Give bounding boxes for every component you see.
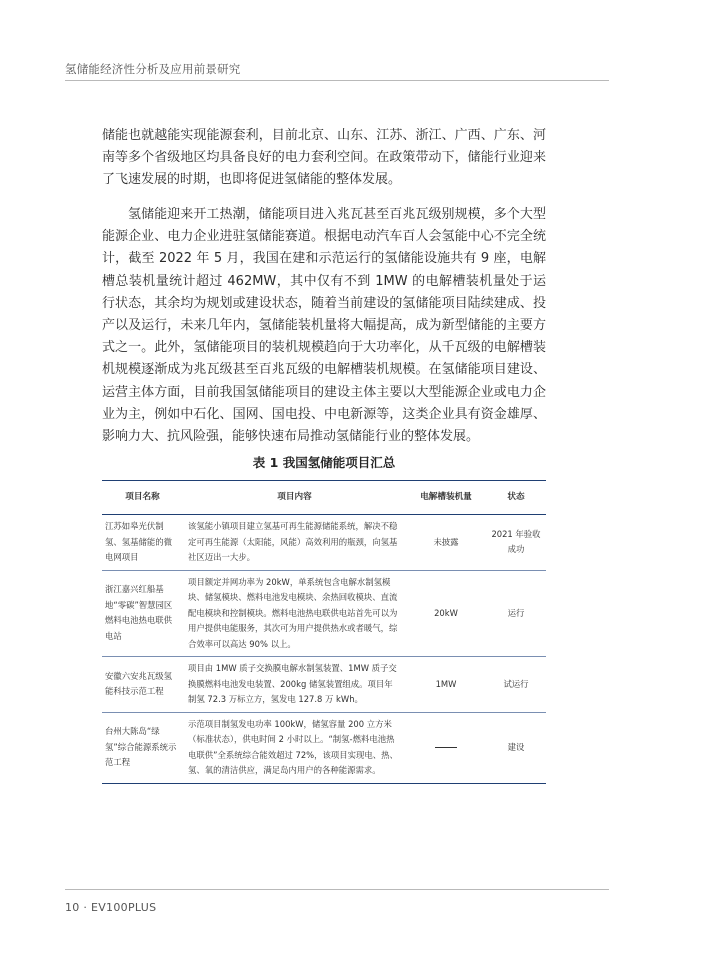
- electrolyzer-capacity: 20kW: [406, 570, 486, 657]
- header-divider: [65, 80, 609, 81]
- project-name: 江苏如皋光伏制氢、氢基储能的微电网项目: [102, 515, 183, 571]
- not-applicable-dash: [435, 747, 457, 748]
- project-content: 该氢能小镇项目建立氢基可再生能源储能系统，解决不稳定可再生能源（太阳能，风能）高效利用的瓶颈，向氢基社区迈出一大步。: [183, 515, 406, 571]
- project-content: 项目由 1MW 质子交换膜电解水制氢装置、1MW 质子交换膜燃料电池发电装置、200kg 储氢装置组成。项目年制氢 72.3 万标立方，氢发电 127.8 万 kWh。: [183, 657, 406, 713]
- paragraph-2: 氢储能迎来开工热潮，储能项目进入兆瓦甚至百兆瓦级别规模，多个大型能源企业、电力企业进驻氢储能赛道。根据电动汽车百人会氢能中心不完全统计，截至 2022 年 5 月，我国在建和示范运行的氢储能设施共有 9 座，电解槽总装机量统计超过 462MW，其中仅有不到 1MW 的电解槽装机量处于运行状态，其余均为规划或建设状态，随着当前建设的氢储能项目陆续建成、投产以及运行，未来几年内，氢储能装机量将大幅提高，成为新型储能的主要方式之一。此外，氢储能项目的装机规模趋向于大功率化，从千瓦级的电解槽装机规模逐渐成为兆瓦级甚至百兆瓦级的电解槽装机规模。在氢储能项目建设、运营主体方面，目前我国氢储能项目的建设主体主要以大型能源企业或电力企业为主，例如中石化、国网、国电投、中电新源等，这类企业具有资金雄厚、影响力大、抗风险强，能够快速布局推动氢储能行业的整体发展。: [102, 207, 546, 445]
- running-header: 氢储能经济性分析及应用前景研究: [65, 62, 241, 76]
- table-row: [102, 570, 546, 657]
- electrolyzer-capacity: 未披露: [406, 515, 486, 571]
- column-header-content: 项目内容: [183, 481, 406, 515]
- table-row: [102, 712, 546, 783]
- project-status: 运行: [486, 570, 546, 657]
- project-name: 浙江嘉兴红船基地“零碳”智慧园区燃料电池热电联供电站: [102, 570, 183, 657]
- table-row: [102, 515, 546, 571]
- project-content: 项目额定并网功率为 20kW，单系统包含电解水制氢模块、储氢模块、燃料电池发电模块、余热回收模块、直流配电模块和控制模块。燃料电池热电联供电站首先可以为用户提供电能服务，其次可为用户提供热水或者暖气，综合效率可以高达 90% 以上。: [183, 570, 406, 657]
- table-header-row: [102, 481, 546, 515]
- projects-table: [102, 480, 546, 784]
- project-status: 2021 年验收成功: [486, 515, 546, 571]
- column-header-name: 项目名称: [102, 481, 183, 515]
- project-status: 试运行: [486, 657, 546, 713]
- column-header-status: 状态: [486, 481, 546, 515]
- project-name: 安徽六安兆瓦级氢能科技示范工程: [102, 657, 183, 713]
- project-status: 建设: [486, 712, 546, 783]
- page-footer: 10 · EV100PLUS: [65, 901, 157, 914]
- table-caption: 表 1 我国氢储能项目汇总: [252, 455, 396, 470]
- electrolyzer-capacity: [406, 712, 486, 783]
- project-content: 示范项目制氢发电功率 100kW，储氢容量 200 立方米（标准状态），供电时间 2 小时以上。“制氢-燃料电池热电联供”全系统综合能效超过 72%，该项目实现电、热、氢、氧的清洁供应，满足岛内用户的各种能源需求。: [183, 712, 406, 783]
- footer-divider: [65, 889, 609, 890]
- electrolyzer-capacity: 1MW: [406, 657, 486, 713]
- column-header-capacity: 电解槽装机量: [406, 481, 486, 515]
- paragraph-1: 储能也就越能实现能源套利，目前北京、山东、江苏、浙江、广西、广东、河南等多个省级地区均具备良好的电力套利空间。在政策带动下，储能行业迎来了飞速发展的时期，也即将促进氢储能的整体发展。: [102, 128, 546, 188]
- project-name: 台州大陈岛“绿氢”综合能源系统示范工程: [102, 712, 183, 783]
- table-row: [102, 657, 546, 713]
